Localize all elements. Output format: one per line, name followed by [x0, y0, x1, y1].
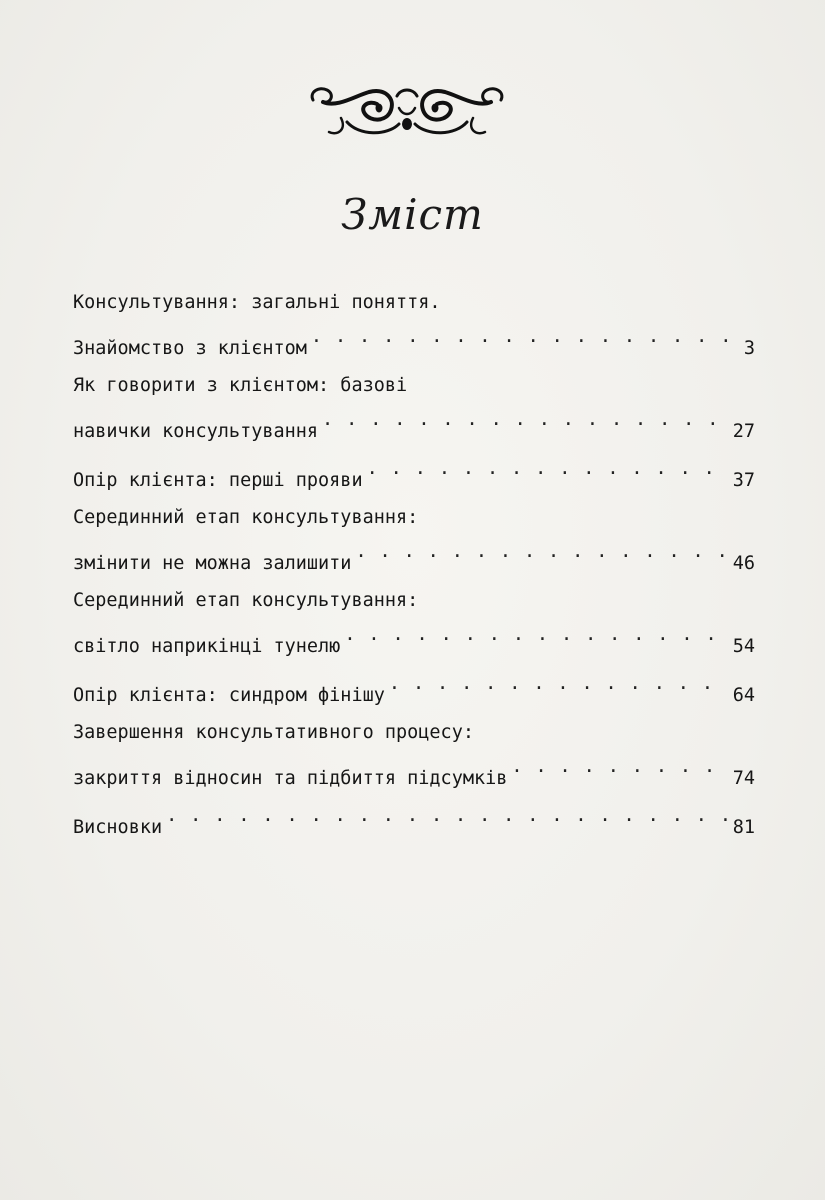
toc-page-number: 74 [732, 768, 755, 789]
toc-entry-title-line: Завершення консультативного процесу: [73, 722, 474, 743]
toc-entry-title-line: Опір клієнта: перші прояви [73, 470, 363, 491]
toc-page-number: 64 [732, 685, 755, 706]
toc-entry[interactable] [73, 584, 755, 657]
dot-leader [166, 799, 729, 833]
toc-entry-title-line: закриття відносин та підбиття підсумків [73, 768, 508, 789]
toc-page-number: 37 [732, 470, 755, 491]
toc-entry-title-line: Висновки [73, 817, 163, 838]
toc-entry-final-line [73, 618, 755, 657]
toc-entry-final-line [73, 320, 755, 359]
toc-entry[interactable] [73, 452, 755, 491]
toc-entry-final-line [73, 667, 755, 706]
toc-entry-final-line [73, 452, 755, 491]
toc-entry[interactable] [73, 369, 755, 442]
toc-entry-title-line: Опір клієнта: синдром фінішу [73, 685, 385, 706]
toc-page-number: 3 [743, 338, 755, 359]
toc-page-number: 27 [732, 421, 755, 442]
toc-page-number: 46 [732, 553, 755, 574]
toc-entry[interactable] [73, 667, 755, 706]
toc-page-number: 81 [732, 817, 755, 838]
toc-entry[interactable] [73, 286, 755, 359]
dot-leader [311, 320, 740, 354]
page-title: Зміст [341, 190, 484, 239]
dot-leader [367, 452, 729, 486]
dot-leader [389, 667, 729, 701]
toc-entry[interactable] [73, 501, 755, 574]
toc-page-number: 54 [732, 636, 755, 657]
toc-entry-title-line: Серединний етап консультування: [73, 590, 419, 611]
toc-entry-final-line [73, 403, 755, 442]
toc-entry-title-line: світло наприкінці тунелю [73, 636, 341, 657]
toc-entry-title-line: змінити не можна залишити [73, 553, 352, 574]
toc-entry-final-line [73, 799, 755, 838]
toc-entry-title-line: Серединний етап консультування: [73, 507, 419, 528]
toc-entry-title-line: навички консультування [73, 421, 319, 442]
toc-entry[interactable] [73, 716, 755, 789]
dot-leader [511, 750, 728, 784]
toc-entry[interactable] [73, 799, 755, 838]
toc-entry-title-line: Знайомство з клієнтом [73, 338, 307, 359]
toc-entry-title-line: Як говорити з клієнтом: базові [73, 375, 408, 396]
toc-entry-final-line [73, 535, 755, 574]
dot-leader [355, 535, 728, 569]
table-of-contents [73, 286, 755, 838]
decorative-flourish-icon [307, 78, 507, 144]
toc-entry-title-line: Консультування: загальні поняття. [73, 292, 441, 313]
toc-entry-final-line [73, 750, 755, 789]
dot-leader [322, 403, 729, 437]
dot-leader [344, 618, 728, 652]
